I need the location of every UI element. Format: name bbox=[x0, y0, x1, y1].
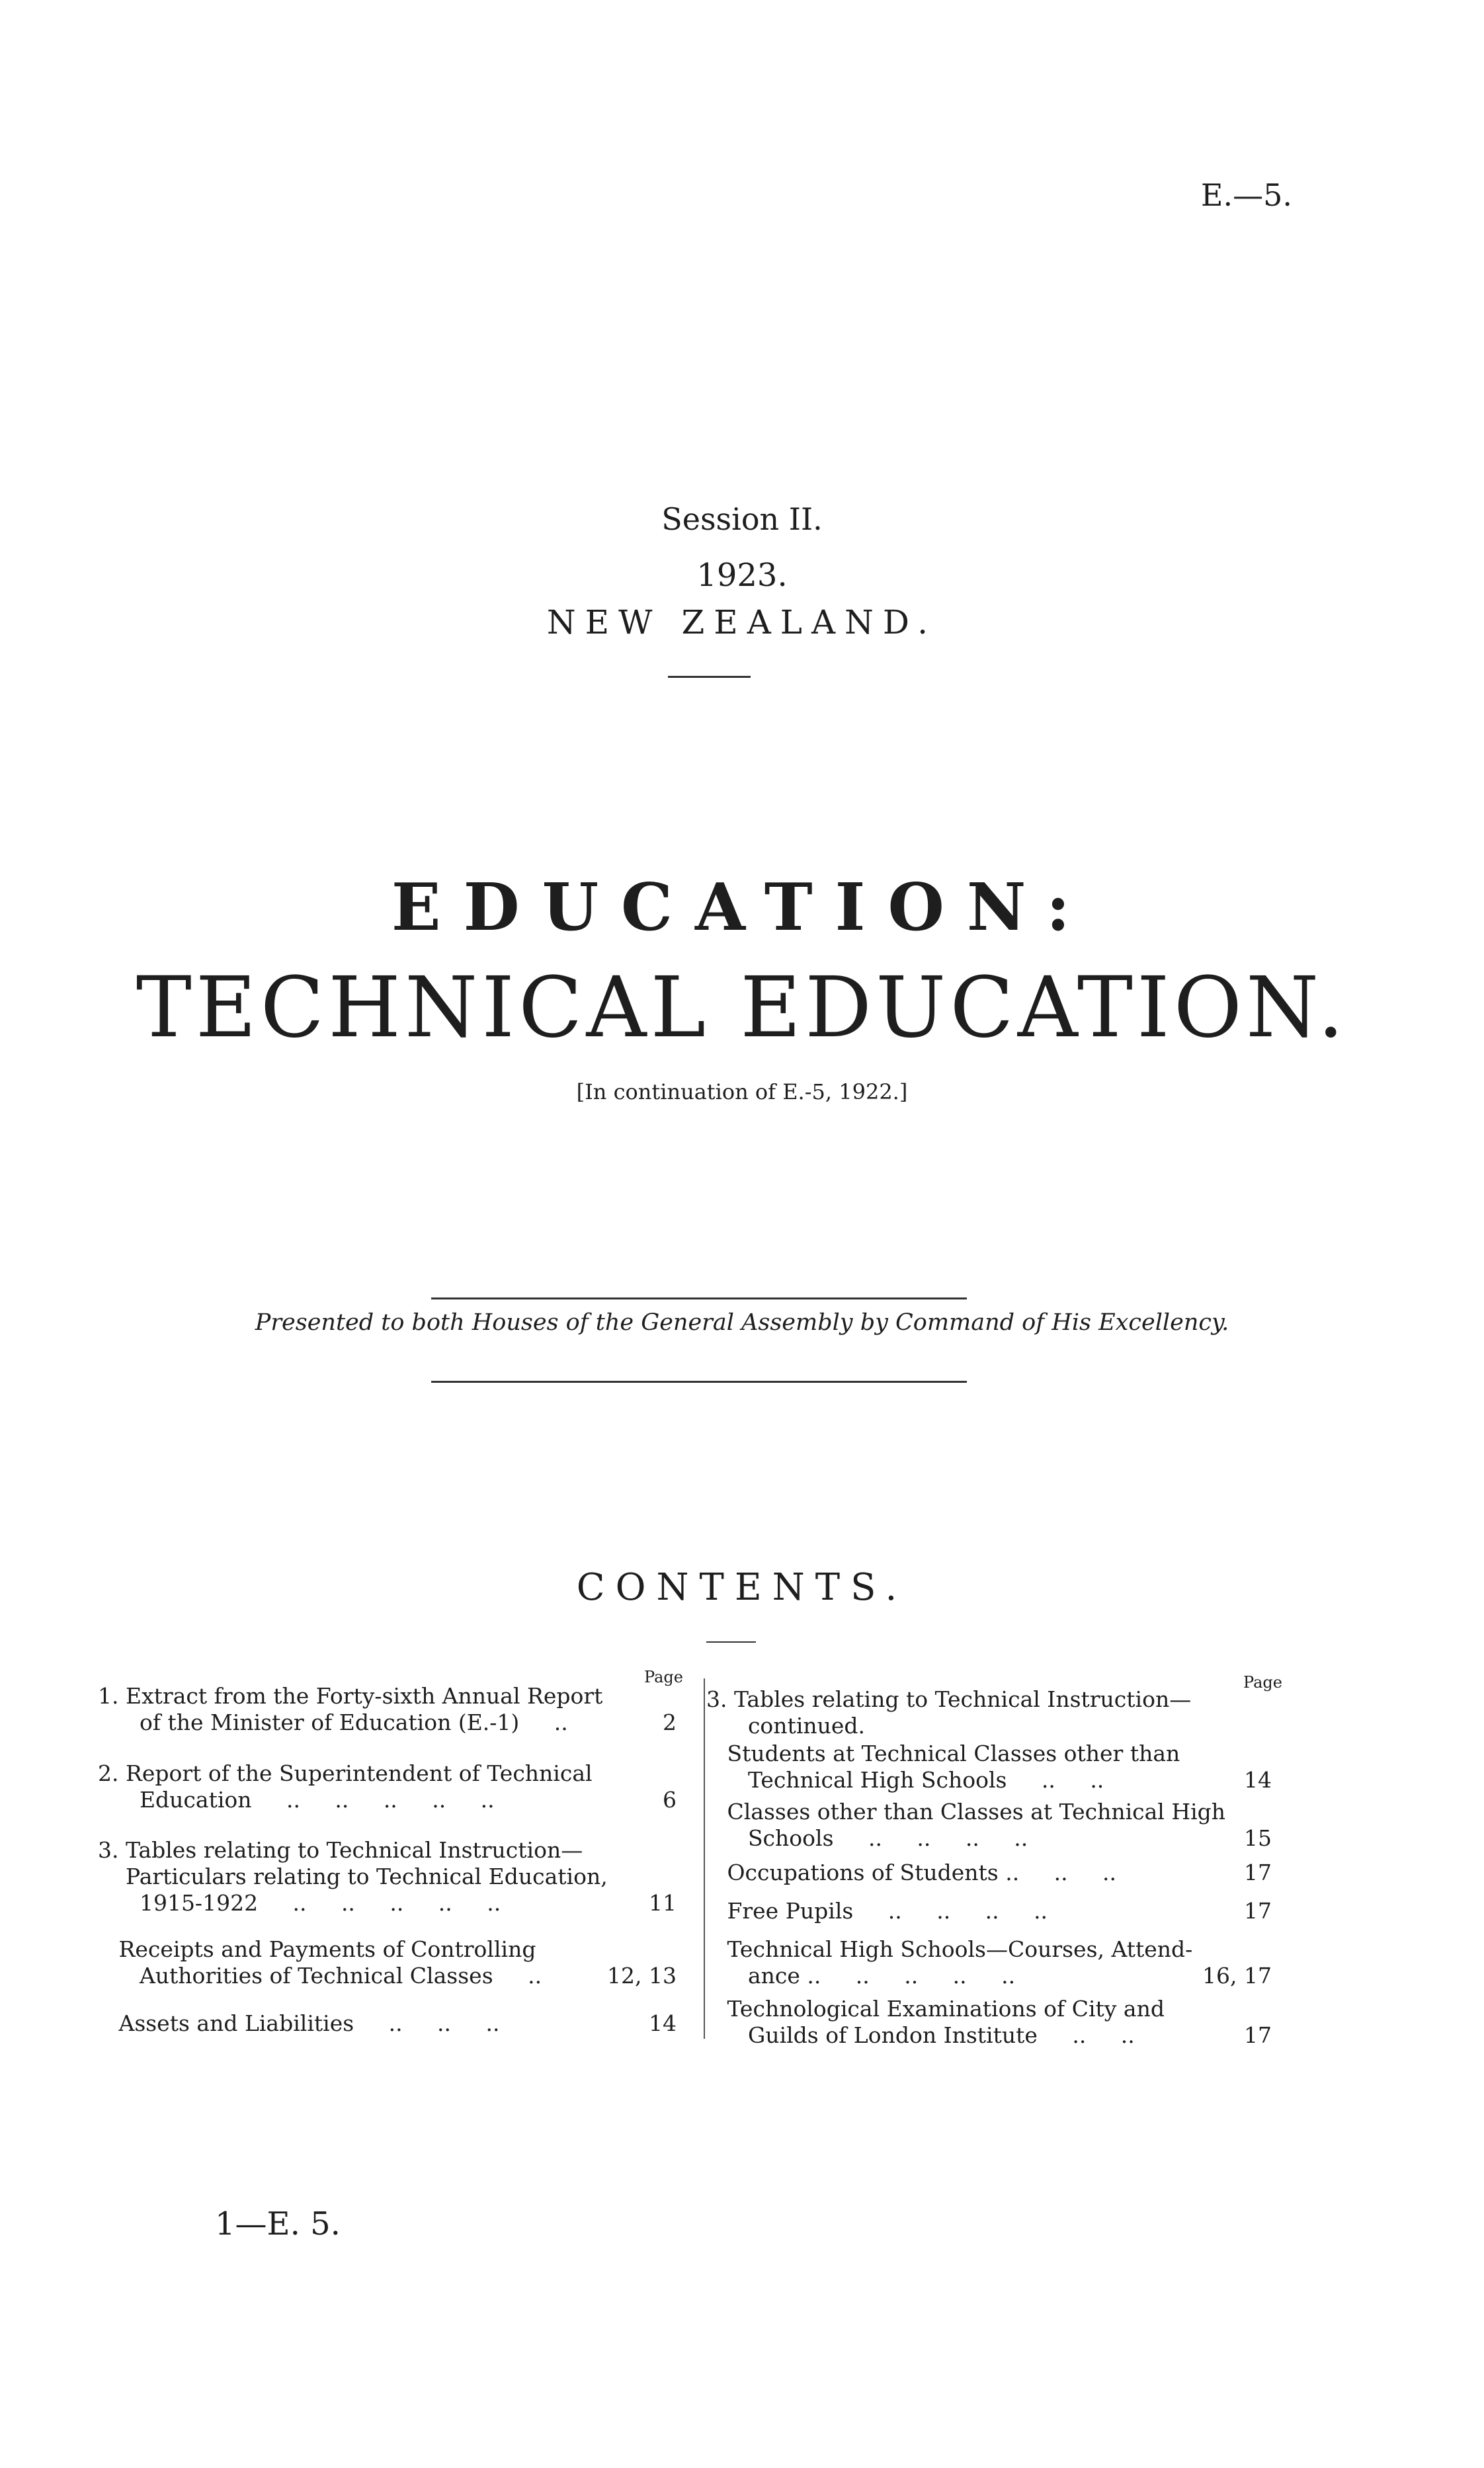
entry-text: Students at Technical Classes other than Technical High Schools .. .. bbox=[727, 1741, 1180, 1793]
list-item bbox=[706, 1996, 1272, 2049]
footer-signature: 1—E. 5. bbox=[215, 2205, 341, 2242]
entry-text: 3. Tables relating to Technical Instruction— Particulars relating to Technical Education, 1915-1922 .. .. .. .. .. bbox=[98, 1837, 608, 1916]
list-item bbox=[706, 1860, 1272, 1886]
entry-page: 14 bbox=[1244, 1767, 1272, 1793]
presented-line: Presented to both Houses of the General Assembly by Command of His Excellency. bbox=[255, 1309, 1229, 1336]
contents-divider bbox=[706, 1641, 756, 1643]
entry-text: Technical High Schools—Courses, Attend- ance .. .. .. .. .. bbox=[727, 1936, 1193, 1989]
entry-page: 17 bbox=[1244, 1898, 1272, 1924]
presented-rule-bottom bbox=[431, 1381, 967, 1383]
contents-heading: CONTENTS. bbox=[576, 1566, 908, 1609]
entry-text: Assets and Liabilities .. .. .. bbox=[98, 2010, 500, 2036]
list-item bbox=[98, 1936, 677, 1989]
entry-page: 17 bbox=[1244, 1860, 1272, 1885]
entry-text: 2. Report of the Superintendent of Technical Education .. .. .. .. .. bbox=[98, 1760, 593, 1813]
year-label: 1923. bbox=[696, 557, 788, 594]
entry-text: Free Pupils .. .. .. .. bbox=[706, 1898, 1048, 1924]
list-item bbox=[706, 1898, 1272, 1924]
entry-page: 11 bbox=[649, 1890, 677, 1916]
list-item bbox=[98, 1760, 677, 1813]
list-item bbox=[98, 1683, 677, 1736]
entry-text: 1. Extract from the Forty-sixth Annual Report of the Minister of Education (E.-1) .. bbox=[98, 1683, 603, 1735]
entry-text: Occupations of Students .. .. .. bbox=[706, 1860, 1117, 1885]
continuation-note: [In continuation of E.-5, 1922.] bbox=[576, 1079, 908, 1104]
entry-text: Receipts and Payments of Controlling Authorities of Technical Classes .. bbox=[118, 1936, 542, 1989]
list-item bbox=[706, 1741, 1272, 1793]
entry-page: 2 bbox=[663, 1709, 677, 1735]
entry-text: Technological Examinations of City and Guilds of London Institute .. .. bbox=[727, 1996, 1165, 2048]
entry-page: 17 bbox=[1244, 2022, 1272, 2048]
entry-page: 15 bbox=[1244, 1825, 1272, 1851]
entry-page: 12, 13 bbox=[607, 1963, 677, 1989]
list-item bbox=[706, 1686, 1272, 1739]
country-label: NEW ZEALAND. bbox=[546, 603, 938, 641]
list-item bbox=[706, 1799, 1272, 1852]
list-item bbox=[706, 1936, 1272, 1989]
entry-text: 3. Tables relating to Technical Instruction— continued. bbox=[706, 1686, 1192, 1739]
list-item bbox=[98, 2010, 677, 2037]
entry-text: Classes other than Classes at Technical High Schools .. .. .. .. bbox=[727, 1799, 1226, 1851]
document-reference: E.—5. bbox=[1200, 177, 1292, 213]
title-divider bbox=[668, 676, 751, 678]
entry-page: 14 bbox=[649, 2010, 677, 2036]
entry-page: 16, 17 bbox=[1202, 1963, 1272, 1989]
entry-page: 6 bbox=[663, 1787, 677, 1813]
session-label: Session II. bbox=[661, 501, 823, 537]
main-title: EDUCATION: bbox=[391, 870, 1093, 946]
column-divider bbox=[704, 1678, 705, 2039]
subtitle: TECHNICAL EDUCATION. bbox=[136, 959, 1348, 1056]
right-page-label: Page bbox=[1243, 1673, 1282, 1692]
presented-rule-top bbox=[431, 1297, 967, 1299]
list-item bbox=[98, 1837, 677, 1916]
left-page-label: Page bbox=[644, 1668, 683, 1686]
